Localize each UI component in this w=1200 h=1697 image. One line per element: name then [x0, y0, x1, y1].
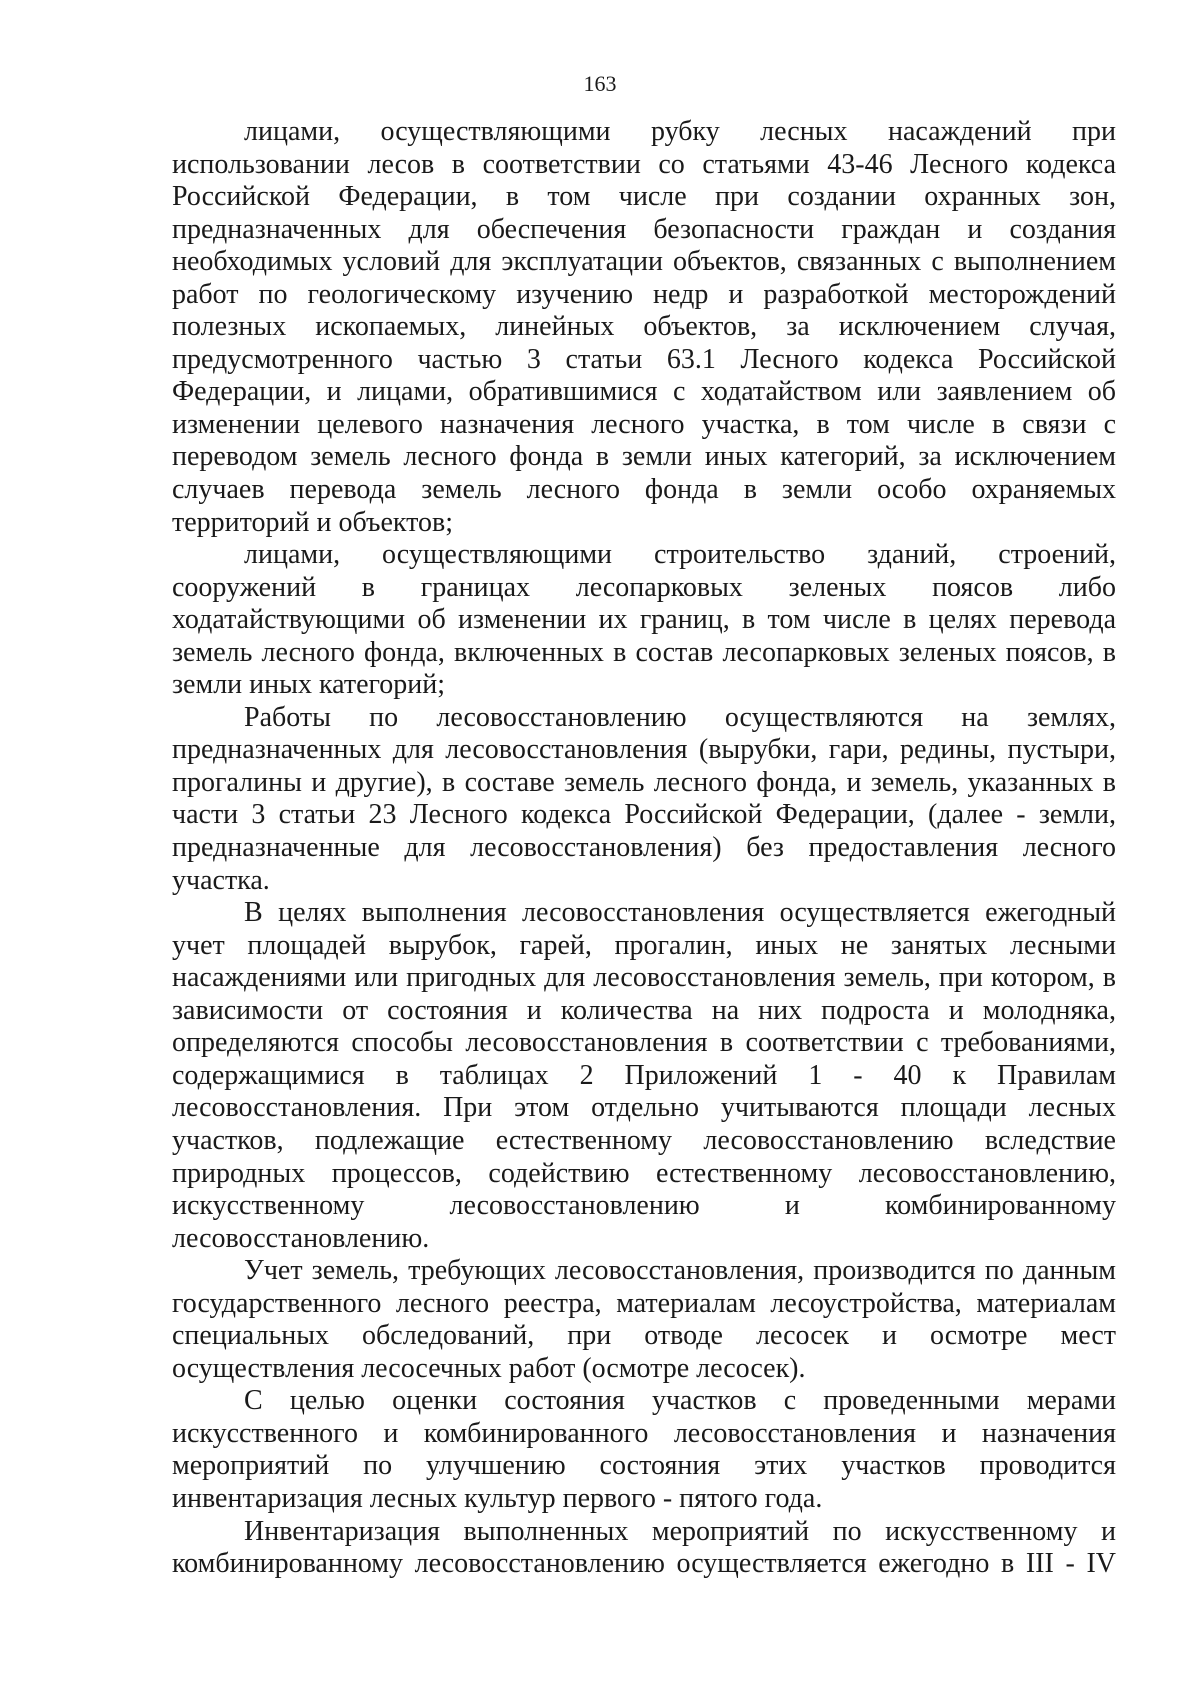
- paragraph: С целью оценки состояния участков с проведенными мерами искусственного и комбинированного лесовосстановления и назначения мероприятий по улучшению состояния этих участков проводится инвентаризация лесных культур первого - пятого года.: [172, 1385, 1116, 1514]
- paragraph: Инвентаризация выполненных мероприятий по искусственному и комбинированному лесовосстановлению осуществляется ежегодно в III - IV: [172, 1515, 1116, 1580]
- paragraph: Работы по лесовосстановлению осуществляются на землях, предназначенных для лесовосстановления (вырубки, гари, редины, пустыри, прогалины и другие), в составе земель лесного фонда, и земель, указанных в части 3 статьи 23 Лесного кодекса Российской Федерации, (далее - земли, предназначенные для лесовосстановления) без предоставления лесного участка.: [172, 701, 1116, 896]
- paragraph: лицами, осуществляющими строительство зданий, строений, сооружений в границах лесопарковых зеленых поясов либо ходатайствующими об изменении их границ, в том числе в целях перевода земель лесного фонда, включенных в состав лесопарковых зеленых поясов, в земли иных категорий;: [172, 539, 1116, 701]
- paragraph: лицами, осуществляющими рубку лесных насаждений при использовании лесов в соответствии со статьями 43-46 Лесного кодекса Российской Федерации, в том числе при создании охранных зон, предназначенных для обеспечения безопасности граждан и создания необходимых условий для эксплуатации объектов, связанных с выполнением работ по геологическому изучению недр и разработкой месторождений полезных ископаемых, линейных объектов, за исключением случая, предусмотренного частью 3 статьи 63.1 Лесного кодекса Российской Федерации, и лицами, обратившимися с ходатайством или заявлением об изменении целевого назначения лесного участка, в том числе в связи с переводом земель лесного фонда в земли иных категорий, за исключением случаев перевода земель лесного фонда в земли особо охраняемых территорий и объектов;: [172, 116, 1116, 538]
- paragraph: Учет земель, требующих лесовосстановления, производится по данным государственного лесного реестра, материалам лесоустройства, материалам специальных обследований, при отводе лесосек и осмотре мест осуществления лесосечных работ (осмотре лесосек).: [172, 1255, 1116, 1384]
- paragraph: В целях выполнения лесовосстановления осуществляется ежегодный учет площадей вырубок, гарей, прогалин, иных не занятых лесными насаждениями или пригодных для лесовосстановления земель, при котором, в зависимости от состояния и количества на них подроста и молодняка, определяются способы лесовосстановления в соответствии с требованиями, содержащимися в таблицах 2 Приложений 1 - 40 к Правилам лесовосстановления. При этом отдельно учитываются площади лесных участков, подлежащие естественному лесовосстановлению вследствие природных процессов, содействию естественному лесовосстановлению, искусственному лесовосстановлению и комбинированному лесовосстановлению.: [172, 897, 1116, 1254]
- page-number: 163: [583, 71, 617, 96]
- document-body: [172, 116, 1116, 1581]
